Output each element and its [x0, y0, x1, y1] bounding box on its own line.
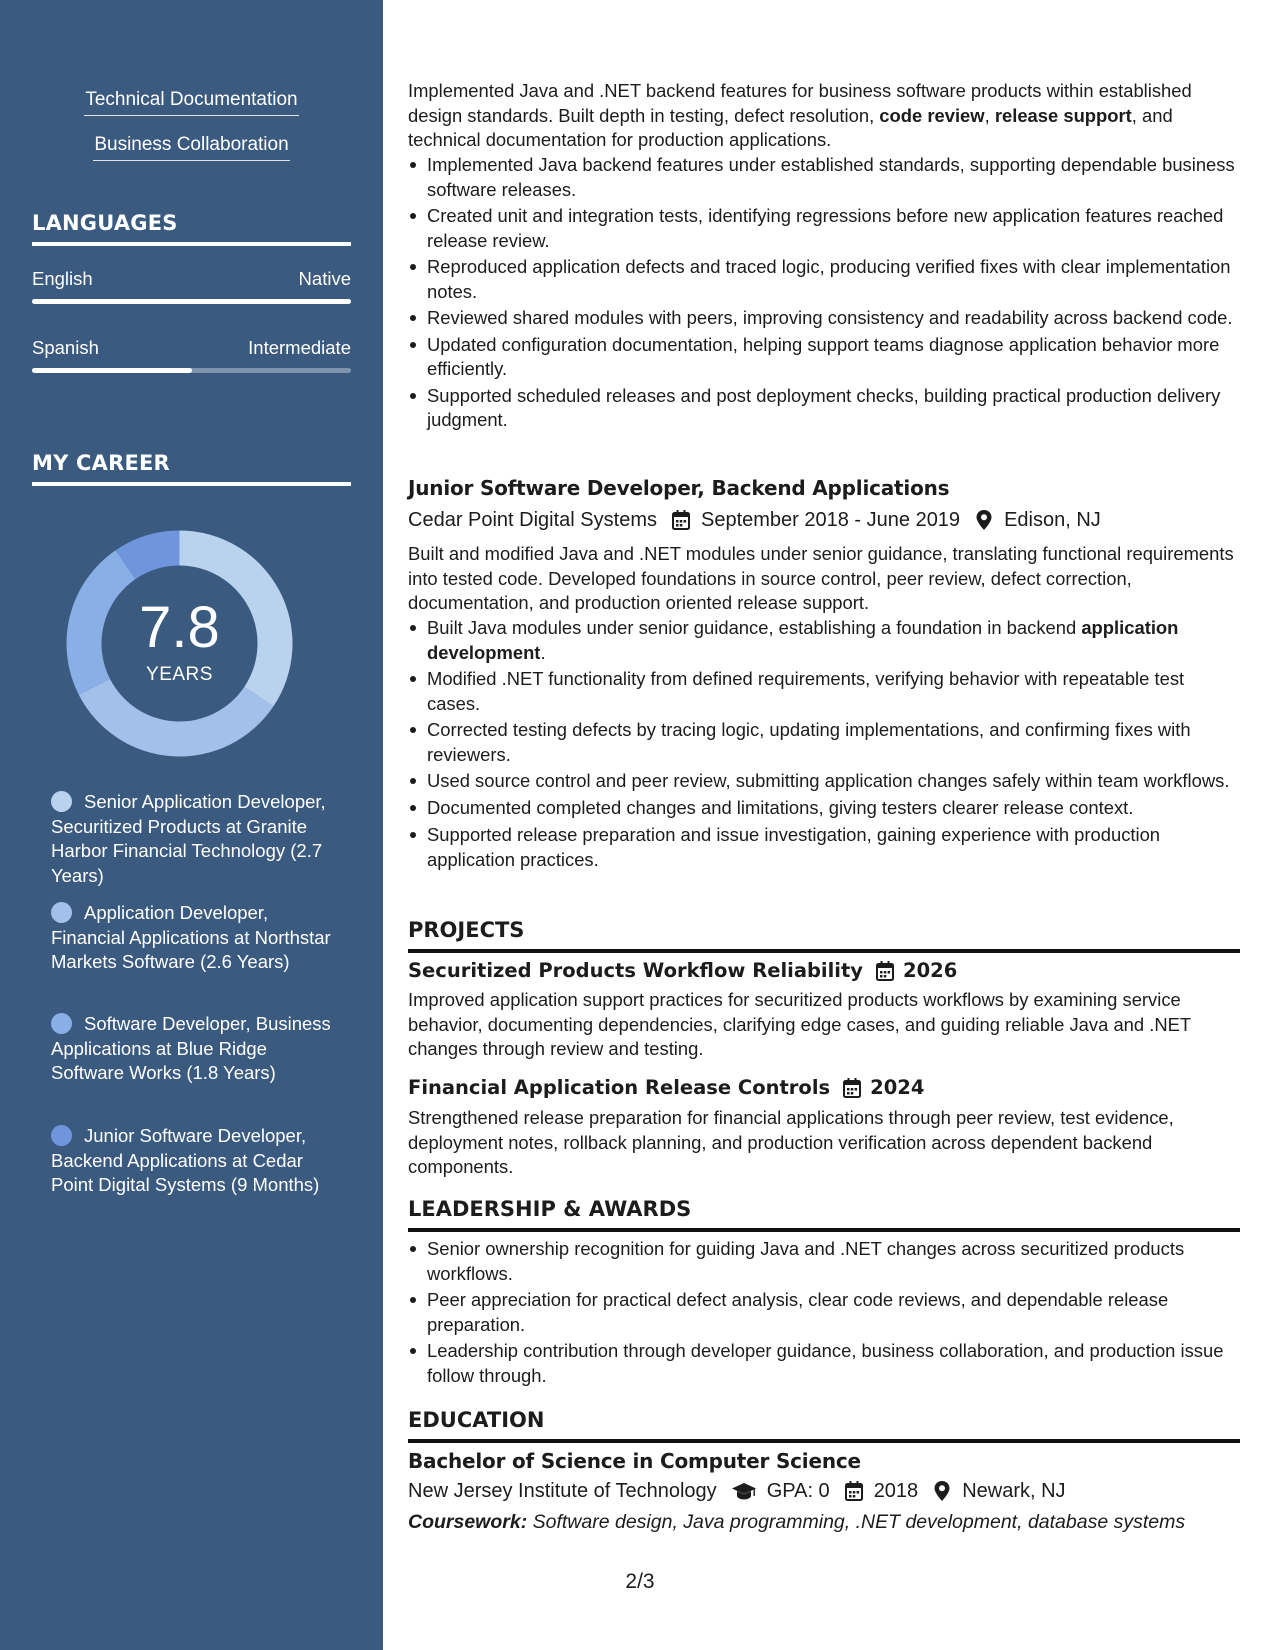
- company-name: Cedar Point Digital Systems: [408, 509, 657, 531]
- education-meta: [408, 1478, 1066, 1504]
- calendar-icon: [844, 1480, 864, 1502]
- calendar-icon: [842, 1077, 862, 1099]
- legend-dot-icon: [51, 791, 72, 812]
- list-item: Used source control and peer review, submitting application changes safely within team workflows.: [408, 769, 1240, 794]
- gpa: GPA: 0: [766, 1480, 830, 1502]
- career-legend-item: Application Developer, Financial Applications at Northstar Markets Software (2.6 Years): [51, 902, 331, 972]
- list-item: Modified .NET functionality from defined requirements, verifying behavior with repeatable test cases.: [408, 667, 1240, 716]
- job2-summary: Built and modified Java and .NET modules under senior guidance, translating functional requirements into tested code. Developed foundations in source control, peer review, defect correction, documentation, and production oriented release support.: [408, 543, 1234, 613]
- graduation-year: 2018: [873, 1480, 919, 1502]
- language-bar-fill: [32, 368, 192, 373]
- language-row-spanish: [32, 336, 351, 360]
- calendar-icon: [671, 509, 691, 531]
- list-item: Supported release preparation and issue investigation, gaining experience with production application practices.: [408, 823, 1240, 872]
- list-item: Documented completed changes and limitations, giving testers clearer release context.: [408, 796, 1240, 821]
- languages-heading: LANGUAGES: [32, 211, 351, 246]
- school-location: Newark, NJ: [962, 1480, 1066, 1502]
- career-years-label: YEARS: [146, 664, 213, 685]
- list-item: Created unit and integration tests, identifying regressions before new application features reached release review.: [408, 204, 1240, 253]
- list-item: Supported scheduled releases and post deployment checks, building practical production delivery judgment.: [408, 384, 1240, 433]
- list-item: Senior ownership recognition for guiding Java and .NET changes across securitized products workflows.: [408, 1237, 1240, 1286]
- list-item: Leadership contribution through developer guidance, business collaboration, and production issue follow through.: [408, 1339, 1240, 1388]
- language-name: English: [32, 268, 93, 289]
- list-item: Corrected testing defects by tracing logic, updating implementations, and confirming fixes with reviewers.: [408, 718, 1240, 767]
- list-item: Updated configuration documentation, helping support teams diagnose application behavior more efficiently.: [408, 333, 1240, 382]
- list-item: Peer appreciation for practical defect analysis, clear code reviews, and dependable release preparation.: [408, 1288, 1240, 1337]
- project-description: Strengthened release preparation for financial applications through peer review, test evidence, deployment notes, rollback planning, and production verification across dependent backend components.: [408, 1107, 1174, 1177]
- job2-title: Junior Software Developer, Backend Applications: [408, 476, 950, 500]
- list-item: Built Java modules under senior guidance, establishing a foundation in backend application development.: [408, 616, 1240, 665]
- legend-dot-icon: [51, 1125, 72, 1146]
- project-year: 2024: [870, 1076, 925, 1099]
- job2-bullets: [408, 616, 1240, 872]
- language-name: Spanish: [32, 337, 99, 358]
- career-legend-item: Software Developer, Business Applications at Blue Ridge Software Works (1.8 Years): [51, 1013, 331, 1083]
- education-heading: EDUCATION: [408, 1407, 1240, 1443]
- projects-heading: PROJECTS: [408, 917, 1240, 953]
- sidebar: [0, 0, 383, 1650]
- location-pin-icon: [974, 509, 994, 531]
- leadership-heading: LEADERSHIP & AWARDS: [408, 1196, 1240, 1232]
- career-heading: MY CAREER: [32, 451, 351, 486]
- leadership-bullets: [408, 1237, 1240, 1388]
- project-description: Improved application support practices for securitized products workflows by examining service behavior, documenting dependencies, clarifying edge cases, and guiding reliable Java and .NET changes through review and testing.: [408, 989, 1191, 1059]
- language-level: Native: [298, 268, 351, 289]
- career-years-total: 7.8: [139, 595, 220, 660]
- project-title: Securitized Products Workflow Reliability 2026: [408, 959, 958, 982]
- list-item: Implemented Java backend features under established standards, supporting dependable business software releases.: [408, 153, 1240, 202]
- language-row-english: [32, 267, 351, 291]
- job2-meta: [408, 507, 1101, 533]
- donut-slice: [79, 679, 274, 757]
- project-title: Financial Application Release Controls 2024: [408, 1076, 925, 1099]
- graduation-cap-icon: [731, 1480, 757, 1502]
- coursework: Coursework: Software design, Java programming, .NET development, database systems: [408, 1511, 1186, 1533]
- school-name: New Jersey Institute of Technology: [408, 1480, 717, 1502]
- job-dates: September 2018 - June 2019: [700, 509, 961, 531]
- skill-business-collaboration: Business Collaboration: [0, 133, 383, 161]
- job1-summary: Implemented Java and .NET backend features for business software products within established design standards. Built depth in testing, defect resolution, code review, release support, and technical documentation for production applications.: [408, 80, 1192, 150]
- skill-technical-documentation: Technical Documentation: [0, 88, 383, 116]
- page-number: 2/3: [625, 1570, 655, 1593]
- language-bar-english: [32, 299, 351, 304]
- job1-bullets: [408, 153, 1240, 433]
- list-item: Reproduced application defects and traced logic, producing verified fixes with clear implementation notes.: [408, 255, 1240, 304]
- language-bar-spanish: [32, 368, 351, 373]
- degree-title: Bachelor of Science in Computer Science: [408, 1449, 861, 1473]
- career-legend-item: Junior Software Developer, Backend Applications at Cedar Point Digital Systems (9 Months): [51, 1125, 320, 1195]
- career-legend-item: Senior Application Developer, Securitized Products at Granite Harbor Financial Technology (2.7 Years): [51, 791, 326, 886]
- job-location: Edison, NJ: [1004, 509, 1101, 531]
- location-pin-icon: [932, 1480, 952, 1502]
- list-item: Reviewed shared modules with peers, improving consistency and readability across backend code.: [408, 306, 1240, 331]
- calendar-icon: [875, 960, 895, 982]
- legend-dot-icon: [51, 1013, 72, 1034]
- language-bar-fill: [32, 299, 351, 304]
- legend-dot-icon: [51, 902, 72, 923]
- project-year: 2026: [903, 959, 958, 982]
- language-level: Intermediate: [248, 337, 351, 358]
